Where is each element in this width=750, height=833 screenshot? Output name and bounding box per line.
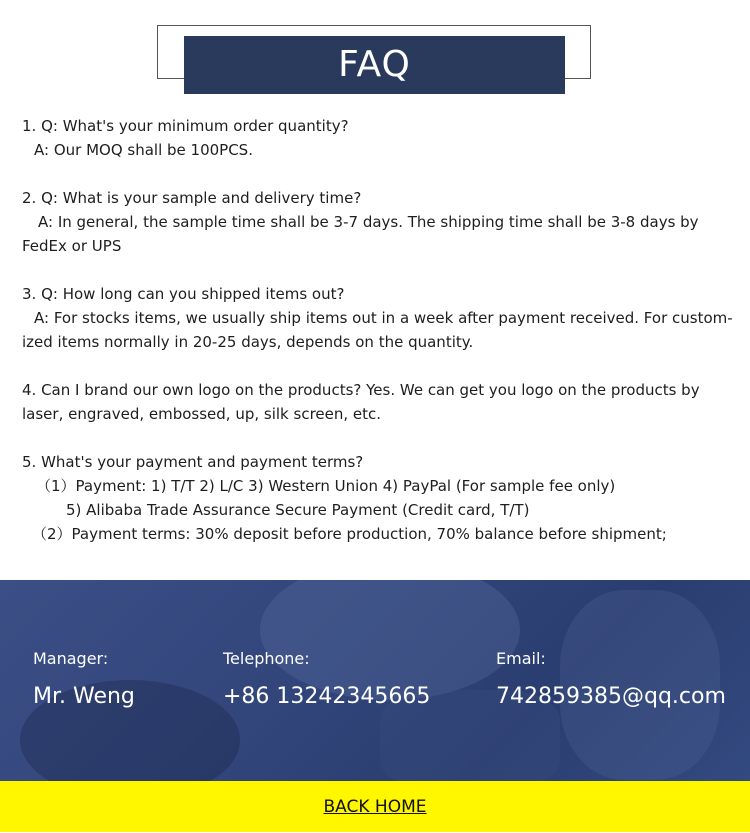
faq-question-5: 5. What's your payment and payment terms? — [22, 453, 364, 471]
faq-answer-3: A: For stocks items, we usually ship items out in a week after payment received. For custom-ized items normally in 20-25 days, depends on the quantity. — [22, 309, 733, 351]
faq-question-2: 2. Q: What is your sample and delivery time? — [22, 189, 362, 207]
contact-manager — [33, 649, 135, 711]
faq-section — [22, 114, 734, 546]
email-label: Email: — [496, 649, 546, 668]
back-home-link[interactable]: BACK HOME — [323, 797, 427, 817]
payment-methods: （1）Payment: 1) T/T 2) L/C 3) Western Union 4) PayPal (For sample fee only) — [36, 477, 616, 495]
faq-question-4: 4. Can I brand our own logo on the products? Yes. We can get you logo on the products by laser, engraved, embossed, up, silk screen, etc. — [22, 381, 700, 423]
faq-title: FAQ — [184, 36, 565, 94]
email-value[interactable]: 742859385@qq.com — [496, 684, 726, 709]
faq-question-3: 3. Q: How long can you shipped items out? — [22, 285, 345, 303]
manager-value: Mr. Weng — [33, 684, 135, 709]
faq-question-1: 1. Q: What's your minimum order quantity? — [22, 117, 349, 135]
contact-email — [496, 649, 726, 711]
telephone-value[interactable]: +86 13242345665 — [223, 684, 431, 709]
contact-banner — [0, 580, 750, 781]
telephone-label: Telephone: — [223, 649, 310, 668]
manager-label: Manager: — [33, 649, 109, 668]
payment-methods-cont: 5) Alibaba Trade Assurance Secure Payment (Credit card, T/T) — [66, 501, 530, 519]
contact-telephone — [223, 649, 430, 711]
faq-answer-2: A: In general, the sample time shall be 3-7 days. The shipping time shall be 3-8 days by FedEx or UPS — [22, 213, 699, 255]
faq-answer-1: A: Our MOQ shall be 100PCS. — [34, 141, 253, 159]
footer-bar — [0, 781, 750, 832]
payment-terms: （2）Payment terms: 30% deposit before production, 70% balance before shipment; — [32, 525, 667, 543]
